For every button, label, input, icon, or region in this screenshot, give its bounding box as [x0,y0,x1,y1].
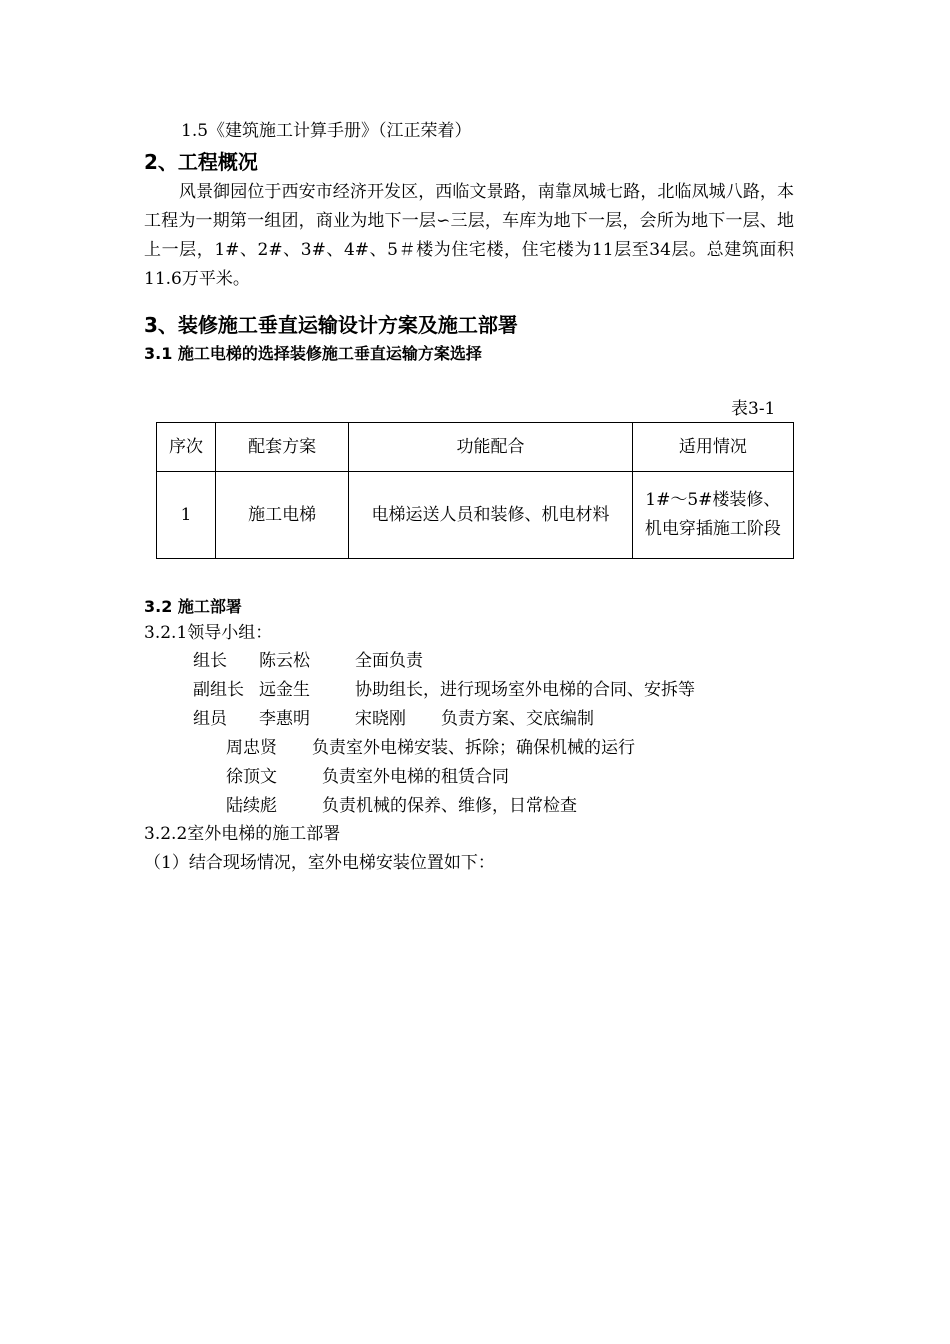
cell-function: 电梯运送人员和装修、机电材料 [349,472,632,559]
section-2-heading: 2、工程概况 [144,150,258,174]
team-duty-members: 负责方案、交底编制 [441,709,594,729]
table-caption: 表3-1 [731,399,776,419]
section-3-2-2-heading: 3.2.2室外电梯的施工部署 [144,824,341,844]
cell-order: 1 [157,472,216,559]
team-name-member-2: 宋晓刚 [355,709,406,729]
team-name-member-5: 陆续彪 [226,796,277,816]
reference-item: 1.5《建筑施工计算手册》（江正荣着） [181,121,472,141]
team-duty-member-3: 负责室外电梯安装、拆除；确保机械的运行 [312,738,635,758]
header-cell-order: 序次 [157,423,216,472]
team-duty-deputy: 协助组长，进行现场室外电梯的合同、安拆等 [355,680,695,700]
section-3-2-heading: 3.2 施工部署 [144,597,242,616]
team-duty-member-4: 负责室外电梯的租赁合同 [322,767,509,787]
table-header-row [157,423,794,472]
list-item-1: （1）结合现场情况，室外电梯安装位置如下： [144,853,495,873]
header-cell-scheme: 配套方案 [216,423,349,472]
team-role-deputy: 副组长 [193,680,244,700]
cell-scheme: 施工电梯 [216,472,349,559]
section-3-2-1-heading: 3.2.1领导小组： [144,623,273,643]
team-name-leader: 陈云松 [259,651,310,671]
cell-applicability: 1#～5#楼装修、机电穿插施工阶段 [632,472,793,559]
section-3-1-heading: 3.1 施工电梯的选择装修施工垂直运输方案选择 [144,344,482,363]
team-name-member-3: 周忠贤 [226,738,277,758]
header-cell-function: 功能配合 [349,423,632,472]
team-name-member-4: 徐顶文 [226,767,277,787]
section-3-heading: 3、装修施工垂直运输设计方案及施工部署 [144,313,518,337]
team-duty-member-5: 负责机械的保养、维修，日常检查 [322,796,577,816]
team-name-member-1: 李惠明 [259,709,310,729]
scheme-table [156,422,794,559]
team-role-leader: 组长 [193,651,227,671]
team-duty-leader: 全面负责 [355,651,423,671]
header-cell-applicability: 适用情况 [632,423,793,472]
project-overview-paragraph: 风景御园位于西安市经济开发区，西临文景路，南靠凤城七路，北临凤城八路，本工程为一期第一组团，商业为地下一层∽三层，车库为地下一层，会所为地下一层、地上一层，1#、2#、3#、4#、5＃楼为住宅楼，住宅楼为11层至34层。总建筑面积11.6万平米。 [144,182,794,289]
table-row [157,472,794,559]
team-name-deputy: 远金生 [259,680,310,700]
team-role-members: 组员 [193,709,227,729]
